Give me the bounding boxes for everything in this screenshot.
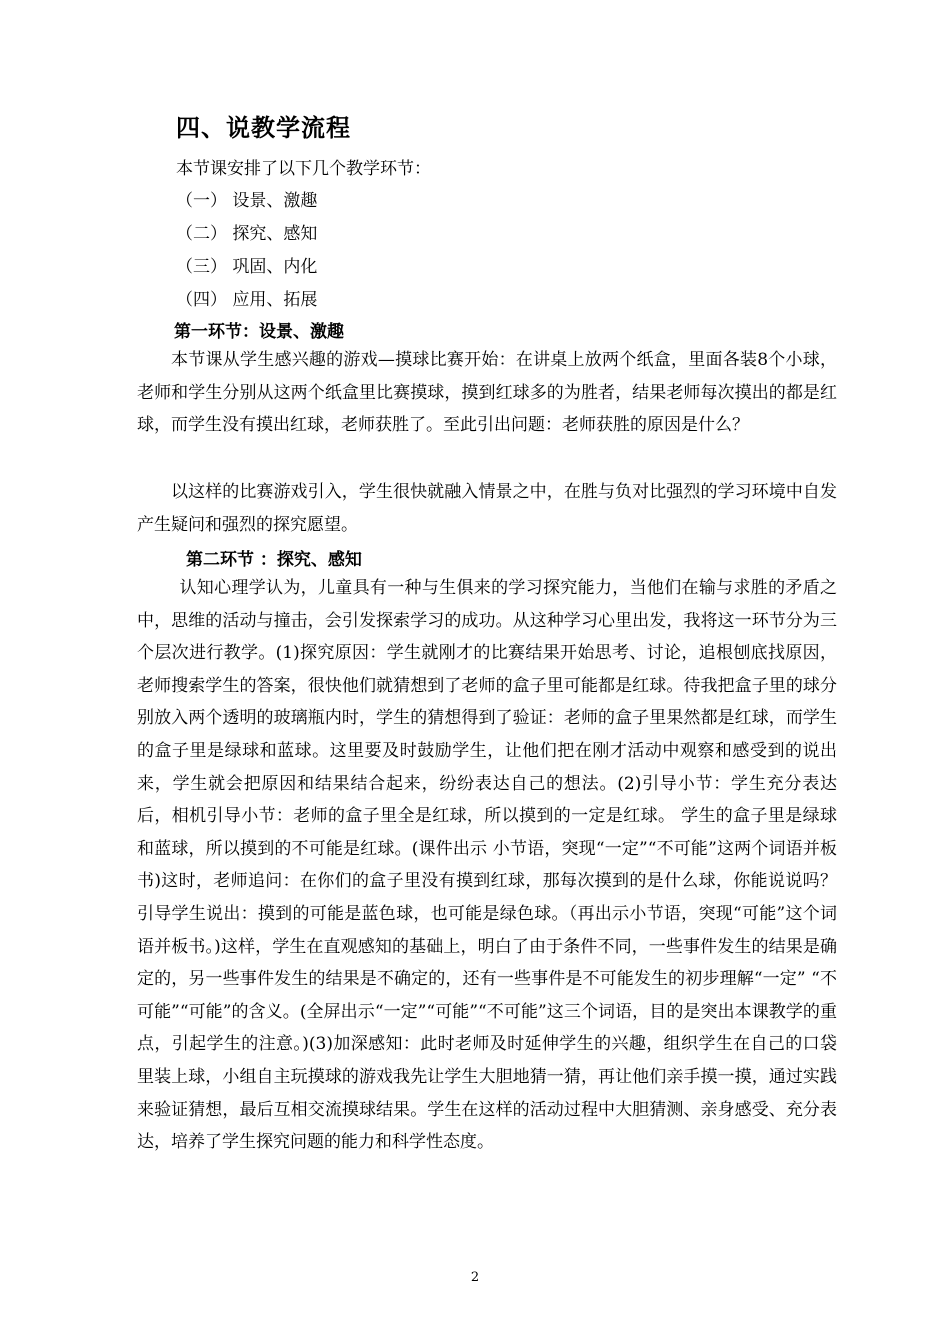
section2-paragraph-1: 认知心理学认为，儿童具有一种与生俱来的学习探究能力，当他们在输与求胜的矛盾之中，思维的活动与撞击，会引发探索学习的成功。从这种学习心里出发，我将这一环节分为三个层次进行教学。(1)探究原因：学生就刚才的比赛结果开始思考、讨论，追根刨底找原因，老师搜索学生的答案，很快他们就猜想到了老师的盒子里可能都是红球。待我把盒子里的球分别放入两个透明的玻璃瓶内时，学生的猜想得到了验证：老师的盒子里果然都是红球，而学生的盒子里是绿球和蓝球。这里要及时鼓励学生，让他们把在刚才活动中观察和感受到的说出来，学生就会把原因和结果结合起来，纷纷表达自己的想法。(2)引导小节：学生充分表达后，相机引导小节：老师的盒子里全是红球，所以摸到的一定是红球。 学生的盒子里是绿球和蓝球，所以摸到的不可能是红球。(课件出示 小节语，突现“一定”“不可能”这两个词语并板书)这时，老师追问：在你们的盒子里没有摸到红球，那每次摸到的是什么球，你能说说吗？引导学生说出：摸到的可能是蓝色球，也可能是绿色球。（再出示小节语，突现“可能”这个词语并板书。)这样，学生在直观感知的基础上，明白了由于条件不同，一些事件发生的结果是确定的，另一些事件发生的结果是不确定的，还有一些事件是不可能发生的初步理解“一定” “不可能”“可能”的含义。(全屏出示“一定”“可能”“不可能”这三个词语，目的是突出本课教学的重点，引起学生的注意。)(3)加深感知：此时老师及时延伸学生的兴趣，组织学生在自己的口袋里装上球，小组自主玩摸球的游戏我先让学生大胆地猜一猜，再让他们亲手摸一摸，通过实践来验证猜想，最后互相交流摸球结果。学生在这样的活动过程中大胆猜测、亲身感受、充分表达，培养了学生探究问题的能力和科学性态度。 — [137, 578, 837, 1153]
section-heading: 四、说教学流程 — [176, 113, 351, 142]
section1-paragraph-2: 以这样的比赛游戏引入，学生很快就融入情景之中，在胜与负对比强烈的学习环境中自发产生疑问和强烈的探究愿望。 — [137, 482, 837, 535]
step-3: （三） 巩固、内化 — [176, 257, 318, 277]
step-1: （一） 设景、激趣 — [176, 191, 318, 211]
section1-paragraph-1: 本节课从学生感兴趣的游戏—摸球比赛开始：在讲桌上放两个纸盒，里面各装8个小球，老师和学生分别从这两个纸盒里比赛摸球，摸到红球多的为胜者，结果老师每次摸出的都是红球，而学生没有摸出红球，老师获胜了。至此引出问题：老师获胜的原因是什么？ — [137, 350, 837, 436]
page-number: 2 — [470, 1270, 480, 1285]
step-2: （二） 探究、感知 — [176, 224, 318, 244]
step-4: （四） 应用、拓展 — [176, 290, 318, 310]
section1-title: 第一环节：设景、激趣 — [174, 322, 344, 342]
intro-line: 本节课安排了以下几个教学环节： — [176, 159, 431, 179]
section2-title: 第二环节 ：探究、感知 — [186, 550, 362, 570]
